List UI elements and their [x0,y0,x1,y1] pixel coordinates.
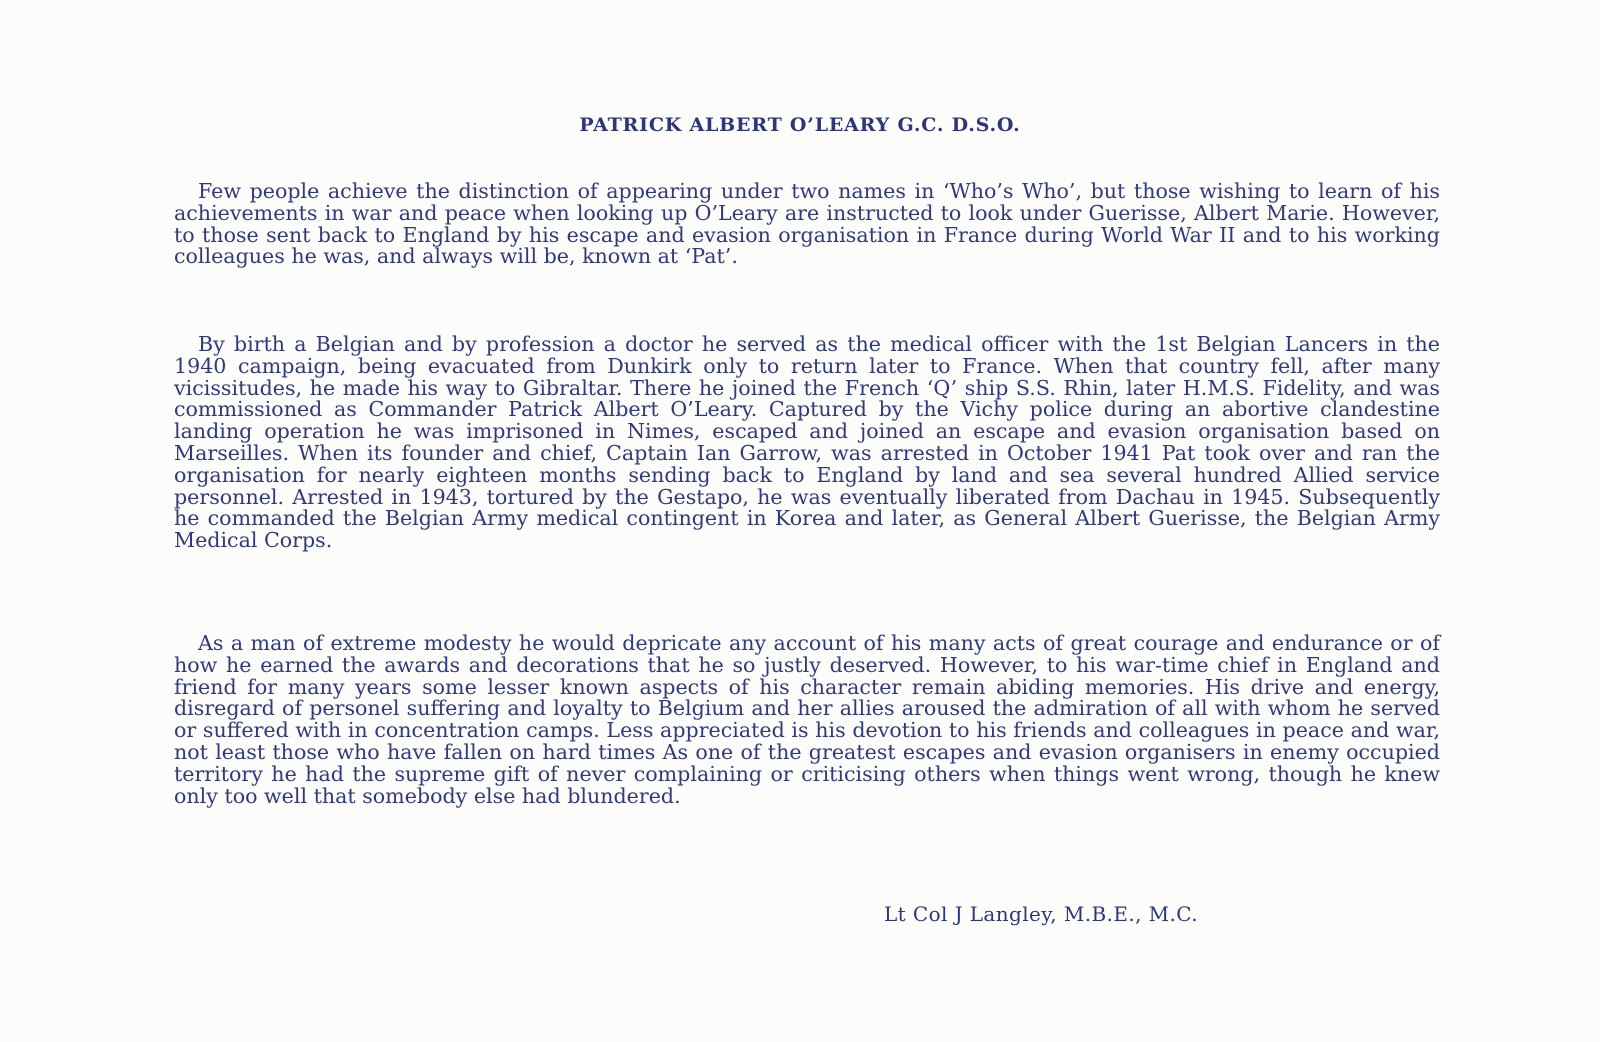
paragraph-1: Few people achieve the distinction of appearing under two names in ‘Who’s Who’, but those wishing to learn of his achievements in war and peace when looking up O’Leary are instructed to look under Guerisse, Albert Marie. However, to those sent back to England by his escape and evasion organisation in France during World War II and to his working colleagues he was, and always will be, known at ‘Pat’. [174,179,1440,269]
paragraph-3: As a man of extreme modesty he would depricate any account of his many acts of great courage and endurance or of how he earned the awards and decorations that he so justly deserved. However, to his war-time chief in England and friend for many years some lesser known aspects of his character remain abiding memories. His drive and energy, disregard of personel suffering and loyalty to Belgium and her allies aroused the admiration of all with whom he served or suffered with in concentration camps. Less appreciated is his devotion to his friends and colleagues in peace and war, not least those who have fallen on hard times As one of the greatest escapes and evasion organisers in enemy occupied territory he had the supreme gift of never complaining or criticising others when things went wrong, though he knew only too well that somebody else had blundered. [174,631,1440,808]
page-title: PATRICK ALBERT O’LEARY G.C. D.S.O. [579,114,1021,136]
signature: Lt Col J Langley, M.B.E., M.C. [884,902,1198,926]
paragraph-2: By birth a Belgian and by profession a doctor he served as the medical officer with the 1st Belgian Lancers in the 1940 campaign, being evacuated from Dunkirk only to return later to France. When that country fell, after many vicissitudes, he made his way to Gibraltar. There he joined the French ‘Q’ ship S.S. Rhin, later H.M.S. Fidelity, and was commissioned as Commander Patrick Albert O’Leary. Captured by the Vichy police during an abortive clandestine landing operation he was imprisoned in Nimes, escaped and joined an escape and evasion organisation based on Marseilles. When its founder and chief, Captain Ian Garrow, was arrested in October 1941 Pat took over and ran the organisation for nearly eighteen months sending back to England by land and sea several hundred Allied service personnel. Arrested in 1943, tortured by the Gestapo, he was eventually liberated from Dachau in 1945. Subsequently he commanded the Belgian Army medical contingent in Korea and later, as General Albert Guerisse, the Belgian Army Medical Corps. [174,332,1440,553]
